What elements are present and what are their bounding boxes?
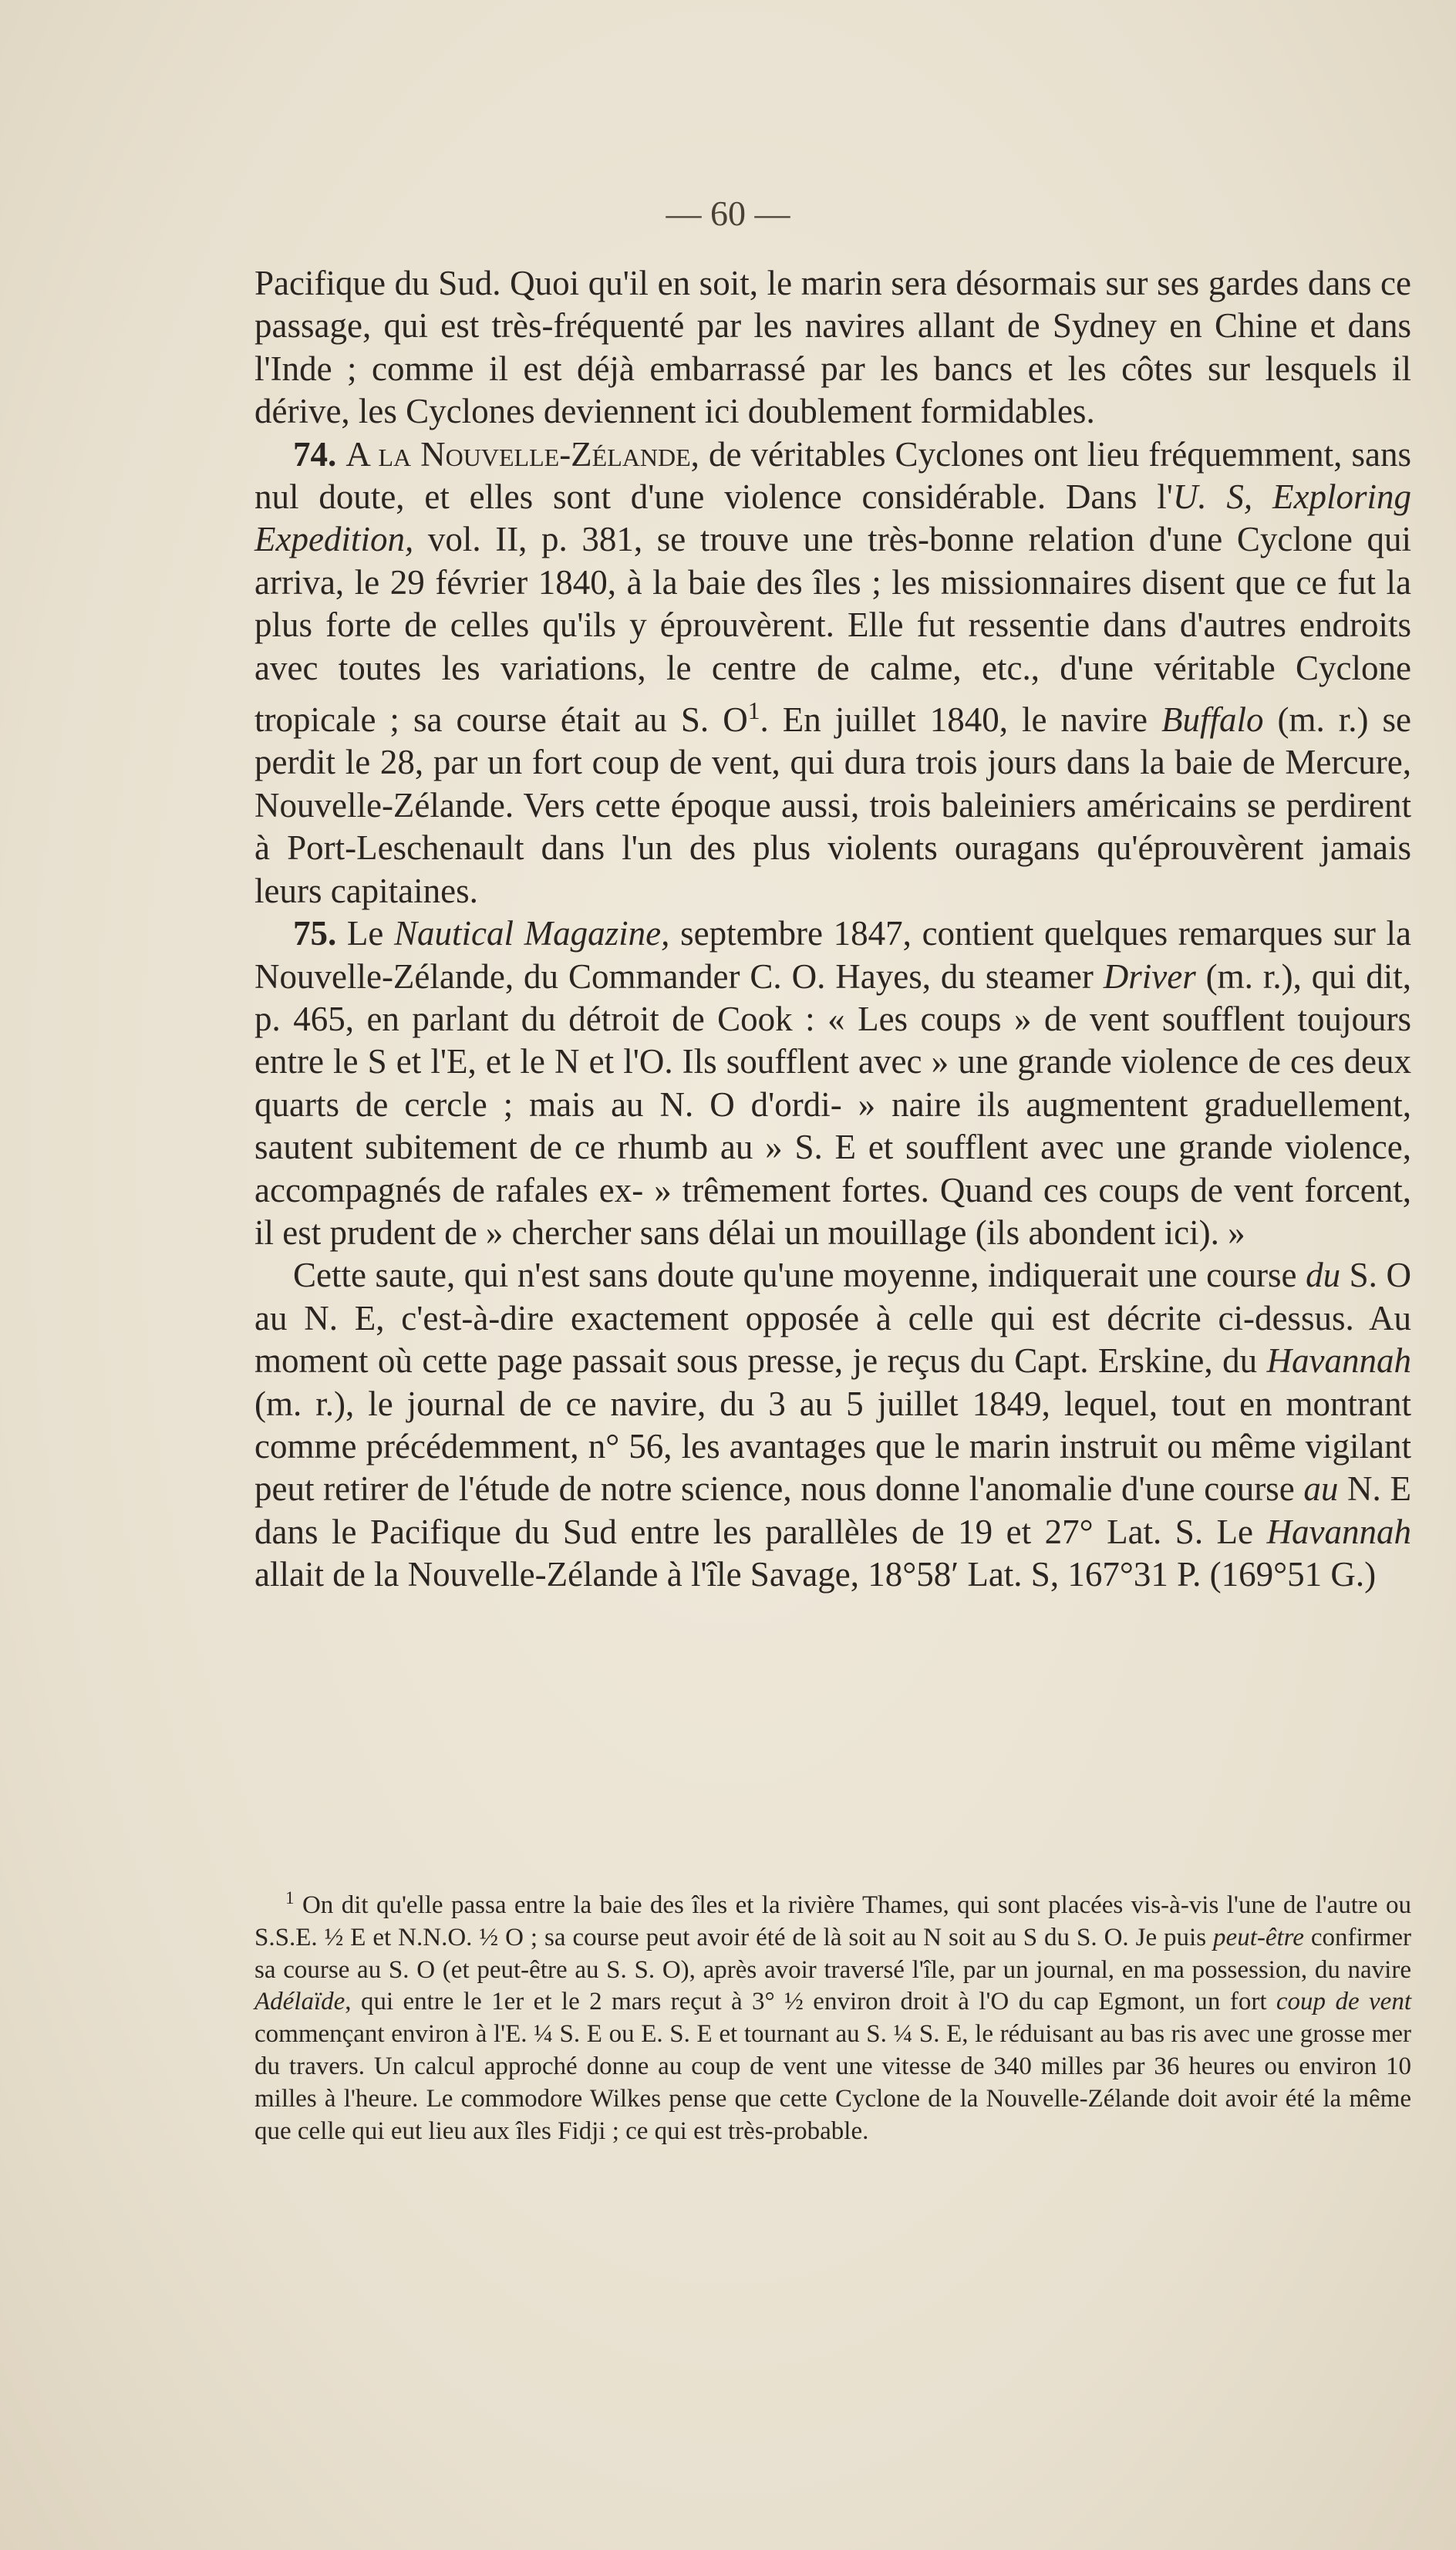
footnote-text: On dit qu'elle passa entre la baie des îles et la rivière Thames, qui sont placées vis-à-vis l'une de l'autre ou S.S.E. ½ E et N.N.O. ½ O ; sa course peut avoir été de là soit au N soit au S du S. O. Je puis (254, 1891, 1411, 1951)
italic-ship-name: Driver (1103, 956, 1196, 996)
italic-word: peut-être (1213, 1923, 1304, 1951)
footnote-ref: 1 (747, 697, 760, 725)
footnote-marker: 1 (285, 1887, 295, 1907)
italic-word: coup de vent (1276, 1988, 1411, 2016)
italic-title: Nautical Magazine, (394, 914, 670, 953)
footnote-1 (254, 1882, 1411, 2147)
paragraph-text: S. O au N. E, c'est-à-dire exactement opposée à celle qui est décrite ci-dessus. Au moment où cette page passait sous presse, je reçus du Capt. Erskine, du (254, 1256, 1411, 1381)
paragraph-75 (254, 912, 1411, 1254)
page-number: — 60 — (666, 194, 790, 233)
italic-ship-name: Adélaïde (254, 1988, 345, 2016)
footnotes (254, 1882, 1411, 2147)
italic-word: au (1303, 1469, 1339, 1509)
paragraph-text: Cette saute, qui n'est sans doute qu'une moyenne, indiquerait une course (293, 1256, 1306, 1295)
paragraph-text: septembre 1847, contient quelques remarques sur la Nouvelle-Zélande, du Commander C. O. Hayes, du steamer (254, 914, 1412, 996)
paragraph-text: Le (336, 914, 395, 953)
paragraph-text: (m. r.), le journal de ce navire, du 3 au 5 juillet 1849, lequel, tout en montrant comme précédemment, n° 56, les avantages que le marin instruit ou même vigilant peut retirer de l'étude de notre science, nous donne l'anomalie d'une course (254, 1384, 1411, 1509)
paragraph-saute (254, 1254, 1411, 1596)
paragraph-text: (m. r.) se perdit le 28, par un fort coup de vent, qui dura trois jours dans la baie de Mercure, Nouvelle-Zélande. Vers cette époque aussi, trois baleiniers américains se perdirent à Port-Leschenault dans l'un des plus violents ouragans qu'éprouvèrent jamais leurs capitaines. (254, 700, 1411, 910)
italic-word: du (1306, 1256, 1341, 1295)
paragraph-text: allait de la Nouvelle-Zélande à l'île Savage, 18°58′ Lat. S, 167°31 P. (169°51 G.) (254, 1555, 1377, 1594)
section-heading: A la Nouvelle-Zélande, (345, 434, 699, 474)
paragraph-continuation (254, 262, 1411, 433)
footnote-text: commençant environ à l'E. ¼ S. E ou E. S. E et tournant au S. ¼ S. E, le réduisant au bas ris avec une grosse mer du travers. Un calcul approché donne au coup de vent une vitesse de 340 milles par 36 heures ou environ 10 milles à l'heure. Le commodore Wilkes pense que cette Cyclone de la Nouvelle-Zélande doit avoir été la même que celle qui eut lieu aux îles Fidji ; ce qui est très-probable. (254, 2020, 1411, 2145)
main-text (254, 262, 1411, 1597)
paragraph-74 (254, 433, 1411, 912)
paragraph-text: N. E dans le Pacifique du Sud entre les parallèles de 19 et 27° Lat. S. Le (254, 1469, 1411, 1551)
paragraph-text: Pacifique du Sud. Quoi qu'il en soit, le marin sera désormais sur ses gardes dans ce passage, qui est très-fréquenté par les navires allant de Sydney en Chine et dans l'Inde ; comme il est déjà embarrassé par les bancs et les côtes sur lesquels il dérive, les Cyclones deviennent ici doublement formidables. (254, 264, 1411, 431)
footnote-text: , qui entre le 1er et le 2 mars reçut à 3° ½ environ droit à l'O du cap Egmont, un fort (345, 1988, 1276, 2016)
paragraph-number: 75. (293, 914, 337, 953)
footnote-text: confirmer sa course au S. O (et peut-être au S. S. O), après avoir traversé l'île, par un journal, en ma possession, du navire (254, 1923, 1411, 1984)
paragraph-number: 74. (293, 434, 337, 474)
paragraph-text: (m. r.), qui dit, p. 465, en parlant du détroit de Cook : « Les coups » de vent soufflent toujours entre le S et l'E, et le N et l'O. Ils soufflent avec » une grande violence de ces deux quarts de cercle ; mais au N. O d'ordi- » naire ils augmentent graduellement, sautent subitement de ce rhumb au » S. E et soufflent avec une grande violence, accompagnés de rafales ex- » trêmement fortes. Quand ces coups de vent forcent, il est prudent de » chercher sans délai un mouillage (ils abondent ici). » (254, 956, 1411, 1252)
italic-ship-name: Havannah (1266, 1512, 1411, 1551)
paragraph-text: de véritables Cyclones ont lieu fréquemment, sans nul doute, et elles sont d'une violence considérable. Dans l' (254, 434, 1412, 517)
italic-title: U. S, Exploring Expedition, (254, 477, 1411, 559)
italic-ship-name: Buffalo (1161, 700, 1264, 740)
paragraph-text: . En juillet 1840, le navire (760, 700, 1161, 740)
italic-ship-name: Havannah (1266, 1341, 1411, 1381)
paragraph-text: vol. II, p. 381, se trouve une très-bonne relation d'une Cyclone qui arriva, le 29 février 1840, à la baie des îles ; les missionnaires disent que ce fut la plus forte de celles qu'ils y éprouvèrent. Elle fut ressentie dans d'autres endroits avec toutes les variations, le centre de calme, etc., d'une véritable Cyclone tropicale ; sa course était au S. O (254, 520, 1411, 740)
